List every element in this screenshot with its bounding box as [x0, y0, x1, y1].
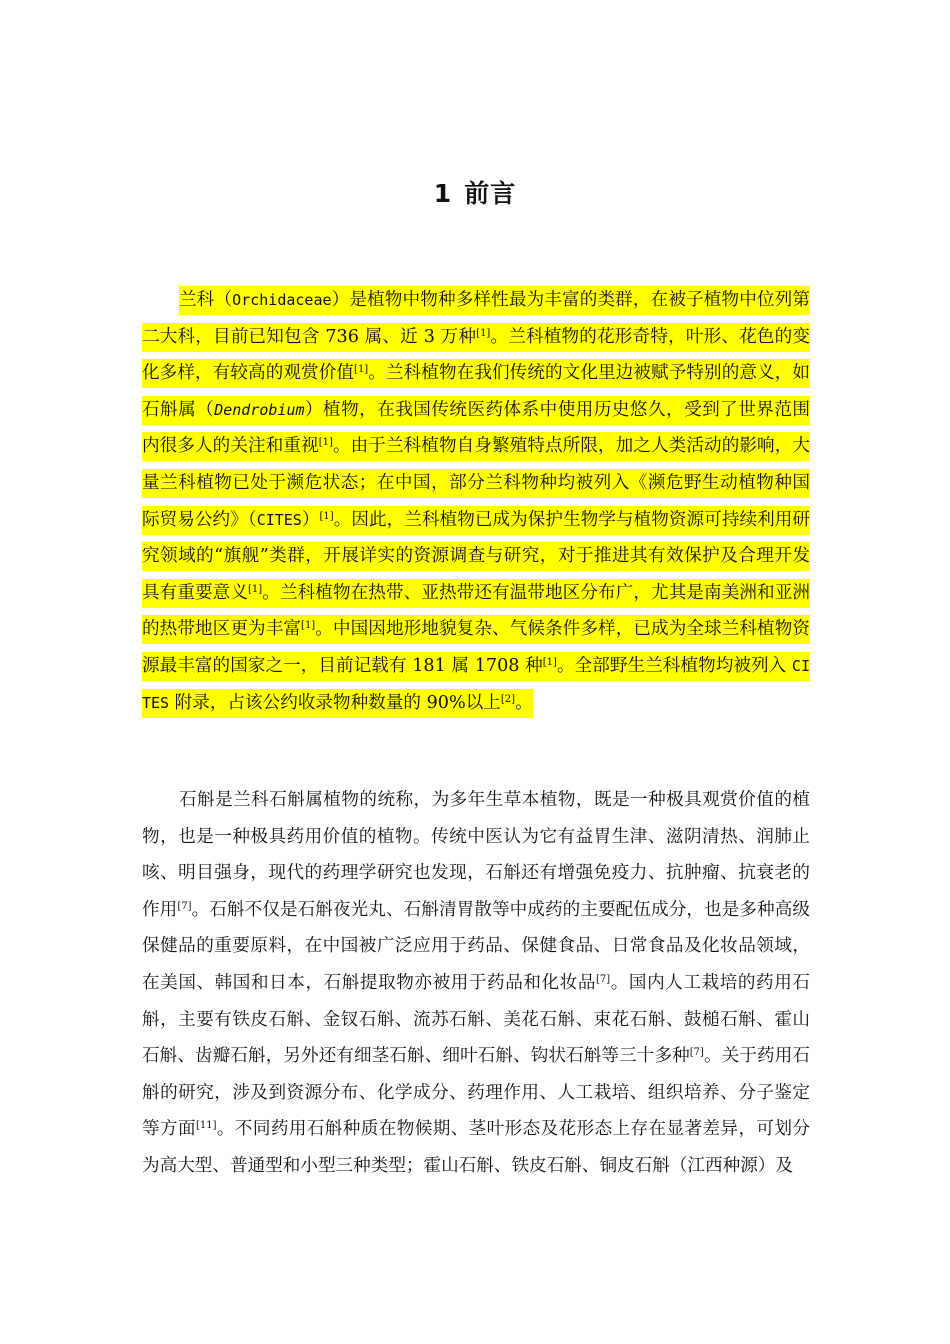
citation-ref[interactable]: [7]: [177, 900, 192, 912]
text-run: 。石斛不仅是石斛夜光丸、石斛清胃散等中成药的主要配伍成分，也是多种高级保健品的重要原料，在中国被广泛应用于药品、保健食品、日常食品及化妆品领域，在美国、韩国和日本，石斛提取物亦被用于药品和化妆品: [142, 899, 810, 993]
text-run: 。国内人工栽培的药用石斛，主要有铁皮石斛、金钗石斛、流苏石斛、美花石斛、束花石斛、鼓槌石斛、霍山石斛、齿瓣石斛，另外还有细茎石斛、细叶石斛、钩状石斛等三十多种: [142, 972, 810, 1067]
text-run: 。全部野生兰科植物均被列入: [556, 655, 792, 676]
citation-ref[interactable]: [1]: [248, 583, 263, 595]
section-number: 1: [433, 179, 453, 208]
citation-ref[interactable]: [1]: [301, 620, 316, 632]
text-run: 。关于药用石斛的研究，涉及到资源分布、化学成分、药理作用、人工栽培、组织培养、分子鉴定等方面: [142, 1046, 810, 1140]
citation-ref[interactable]: [1]: [542, 656, 557, 668]
citation-ref[interactable]: [7]: [689, 1047, 704, 1059]
intro-paragraph-highlighted: [142, 282, 810, 721]
text-run: 。: [515, 692, 533, 713]
text-run: ）: [301, 509, 320, 530]
acronym-cites: CITES: [142, 656, 810, 712]
citation-ref[interactable]: [1]: [318, 437, 333, 449]
text-run: ）植物，在我国传统医药体系中使用历史悠久，受到了世界范围内很多人的关注和重视: [142, 399, 810, 457]
highlighted-text: [142, 286, 810, 718]
text-run: 。中国因地形地貌复杂、气候条件多样，已成为全球兰科植物资源最丰富的国家之一，目前记载有 181 属 1708 种: [142, 619, 810, 676]
text-run: 。兰科植物的花形奇特，叶形、花色的变化多样，有较高的观赏价值: [142, 326, 810, 384]
text-run: ）是植物中物种多样性最为丰富的类群，在被子植物中位列第二大科，目前已知包含 736 属、近 3 万种: [142, 290, 810, 347]
text-run: 石斛是兰科石斛属植物的统称，为多年生草本植物，既是一种极具观赏价值的植物，也是一种极具药用价值的植物。传统中医认为它有益胃生津、滋阴清热、润肺止咳、明目强身，现代的药理学研究也发现，石斛还有增强免疫力、抗肿瘤、抗衰老的作用: [142, 790, 810, 920]
latin-name-dendrobium: Dendrobium: [214, 400, 305, 419]
citation-ref[interactable]: [1]: [476, 327, 491, 339]
latin-name-orchidaceae: Orchidaceae: [232, 291, 332, 309]
text-run: 。兰科植物在我们传统的文化里边被赋予特别的意义，如石斛属（: [142, 363, 810, 420]
section-heading: [0, 176, 950, 212]
text-run: 。因此，兰科植物已成为保护生物学与植物资源可持续利用研究领域的“旗舰”类群，开展详实的资源调查与研究，对于推进其有效保护及合理开发具有重要意义: [142, 509, 810, 603]
text-run: 。不同药用石斛种质在物候期、茎叶形态及花形态上存在显著差异，可划分为高大型、普通型和小型三种类型；霍山石斛、铁皮石斛、铜皮石斛（江西种源）及: [142, 1119, 810, 1176]
dendrobium-paragraph: [142, 782, 810, 1185]
citation-ref[interactable]: [1]: [319, 510, 334, 522]
section-title: 前言: [464, 179, 517, 208]
text-run: 。由于兰科植物自身繁殖特点所限，加之人类活动的影响，大量兰科植物已处于濒危状态；在中国，部分兰科物种均被列入《濒危野生动植物种国际贸易公约》（: [142, 436, 810, 530]
citation-ref[interactable]: [1]: [354, 364, 369, 376]
citation-ref[interactable]: [11]: [195, 1120, 217, 1132]
text-run: 。兰科植物在热带、亚热带还有温带地区分布广，尤其是南美洲和亚洲的热带地区更为丰富: [142, 582, 810, 640]
text-run: 兰科（: [179, 290, 233, 310]
acronym-cites: CITES: [256, 510, 302, 529]
text-run: 附录，占该公约收录物种数量的 90%以上: [169, 692, 501, 713]
citation-ref[interactable]: [2]: [500, 693, 516, 705]
citation-ref[interactable]: [7]: [596, 973, 611, 985]
